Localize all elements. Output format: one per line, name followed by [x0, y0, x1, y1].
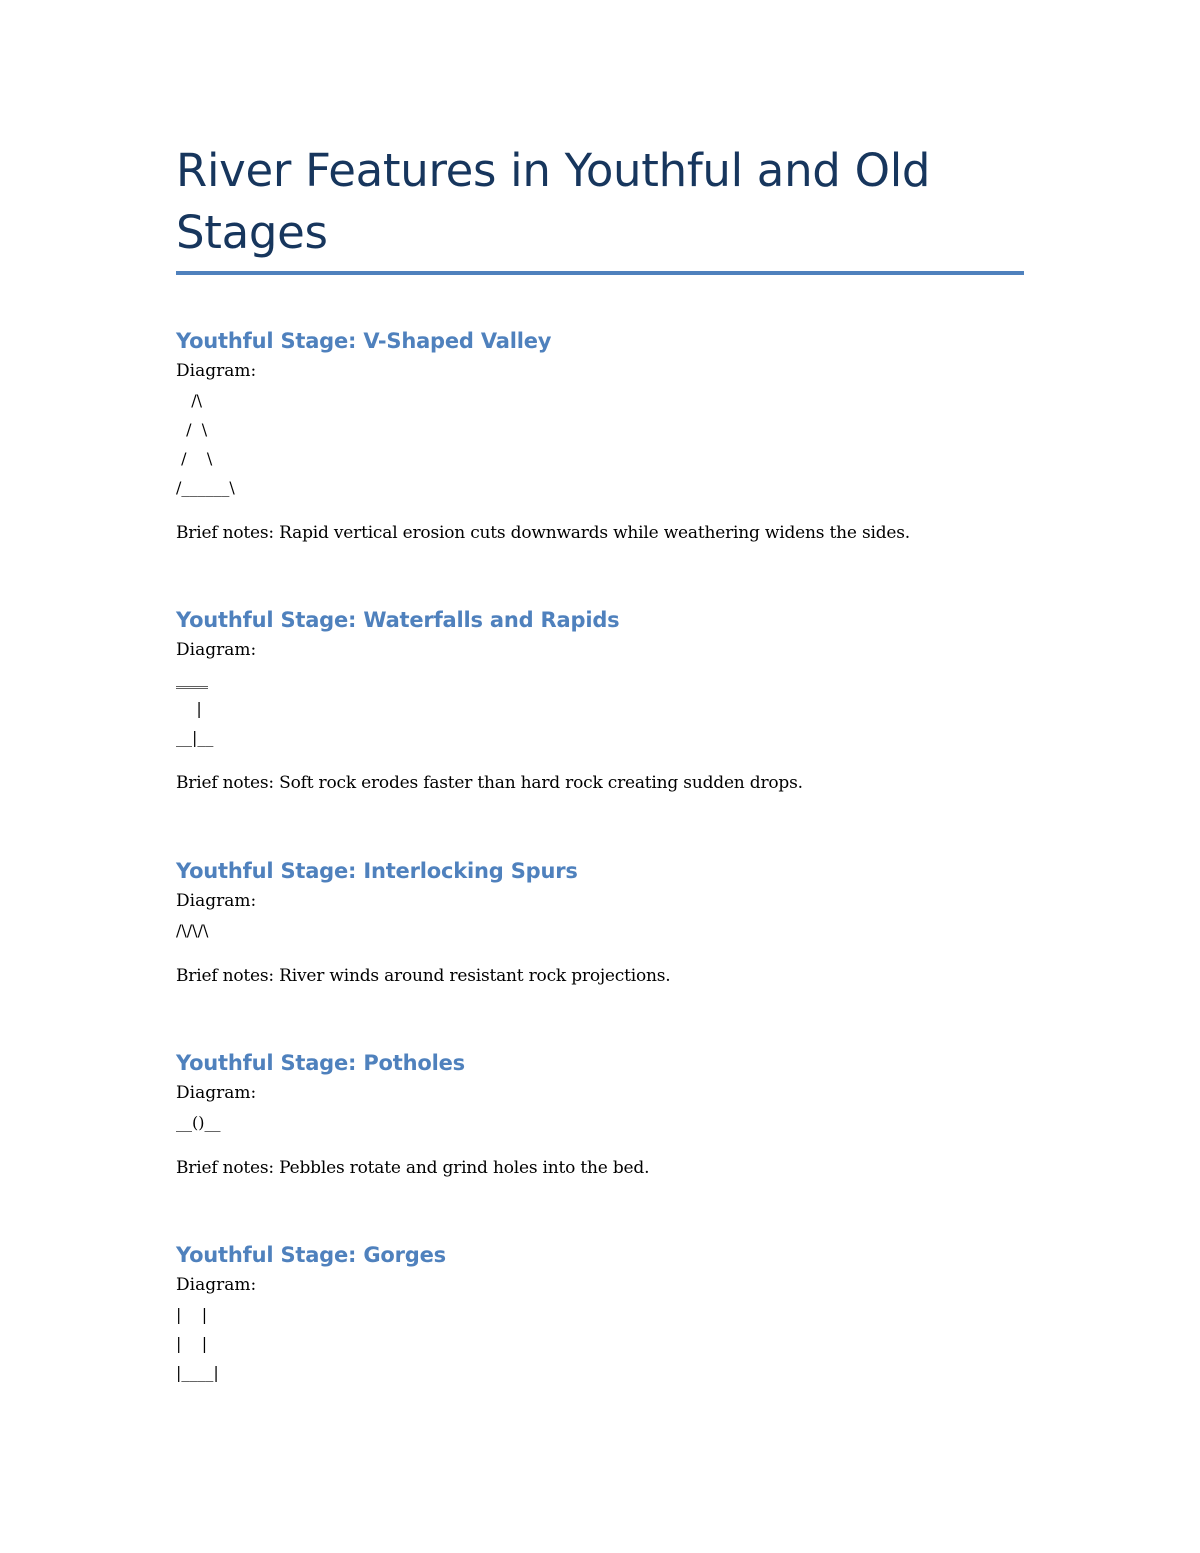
diagram-line: | [176, 699, 202, 718]
brief-notes: Brief notes: River winds around resistant rock projections. [176, 966, 671, 986]
section-heading: Youthful Stage: Gorges [176, 1243, 446, 1267]
title-underline-rule [176, 271, 1024, 275]
section-interlocking-spurs [176, 855, 1036, 991]
diagram-line: __()__ [176, 1113, 221, 1132]
diagram-label: Diagram: [176, 640, 257, 660]
section-heading: Youthful Stage: Interlocking Spurs [176, 859, 578, 883]
diagram-line: ‗‗‗‗ [176, 670, 208, 689]
brief-notes: Brief notes: Pebbles rotate and grind holes into the bed. [176, 1158, 650, 1178]
diagram-label: Diagram: [176, 1275, 257, 1295]
diagram-line: / \ [176, 449, 213, 468]
section-heading: Youthful Stage: Potholes [176, 1051, 465, 1075]
diagram-line: /\/\/\ [176, 921, 209, 940]
diagram-label: Diagram: [176, 361, 257, 381]
diagram-line: /______\ [176, 478, 235, 497]
section-gorges [176, 1239, 1036, 1387]
document-title: River Features in Youthful and Old Stages [176, 144, 931, 259]
diagram-label: Diagram: [176, 1083, 257, 1103]
section-waterfalls-rapids [176, 604, 1036, 798]
diagram-line: / \ [176, 420, 208, 439]
section-heading: Youthful Stage: V-Shaped Valley [176, 329, 552, 353]
diagram-line: | | [176, 1334, 208, 1353]
section-v-shaped-valley [176, 325, 1036, 548]
section-heading: Youthful Stage: Waterfalls and Rapids [176, 608, 620, 632]
diagram-line: |____| [176, 1363, 219, 1382]
brief-notes: Brief notes: Soft rock erodes faster than hard rock creating sudden drops. [176, 773, 803, 793]
diagram-line: __|__ [176, 728, 214, 747]
brief-notes: Brief notes: Rapid vertical erosion cuts downwards while weathering widens the sides. [176, 523, 910, 543]
section-potholes [176, 1047, 1036, 1183]
diagram-line: /\ [176, 391, 203, 410]
diagram-label: Diagram: [176, 891, 257, 911]
diagram-line: | | [176, 1305, 208, 1324]
